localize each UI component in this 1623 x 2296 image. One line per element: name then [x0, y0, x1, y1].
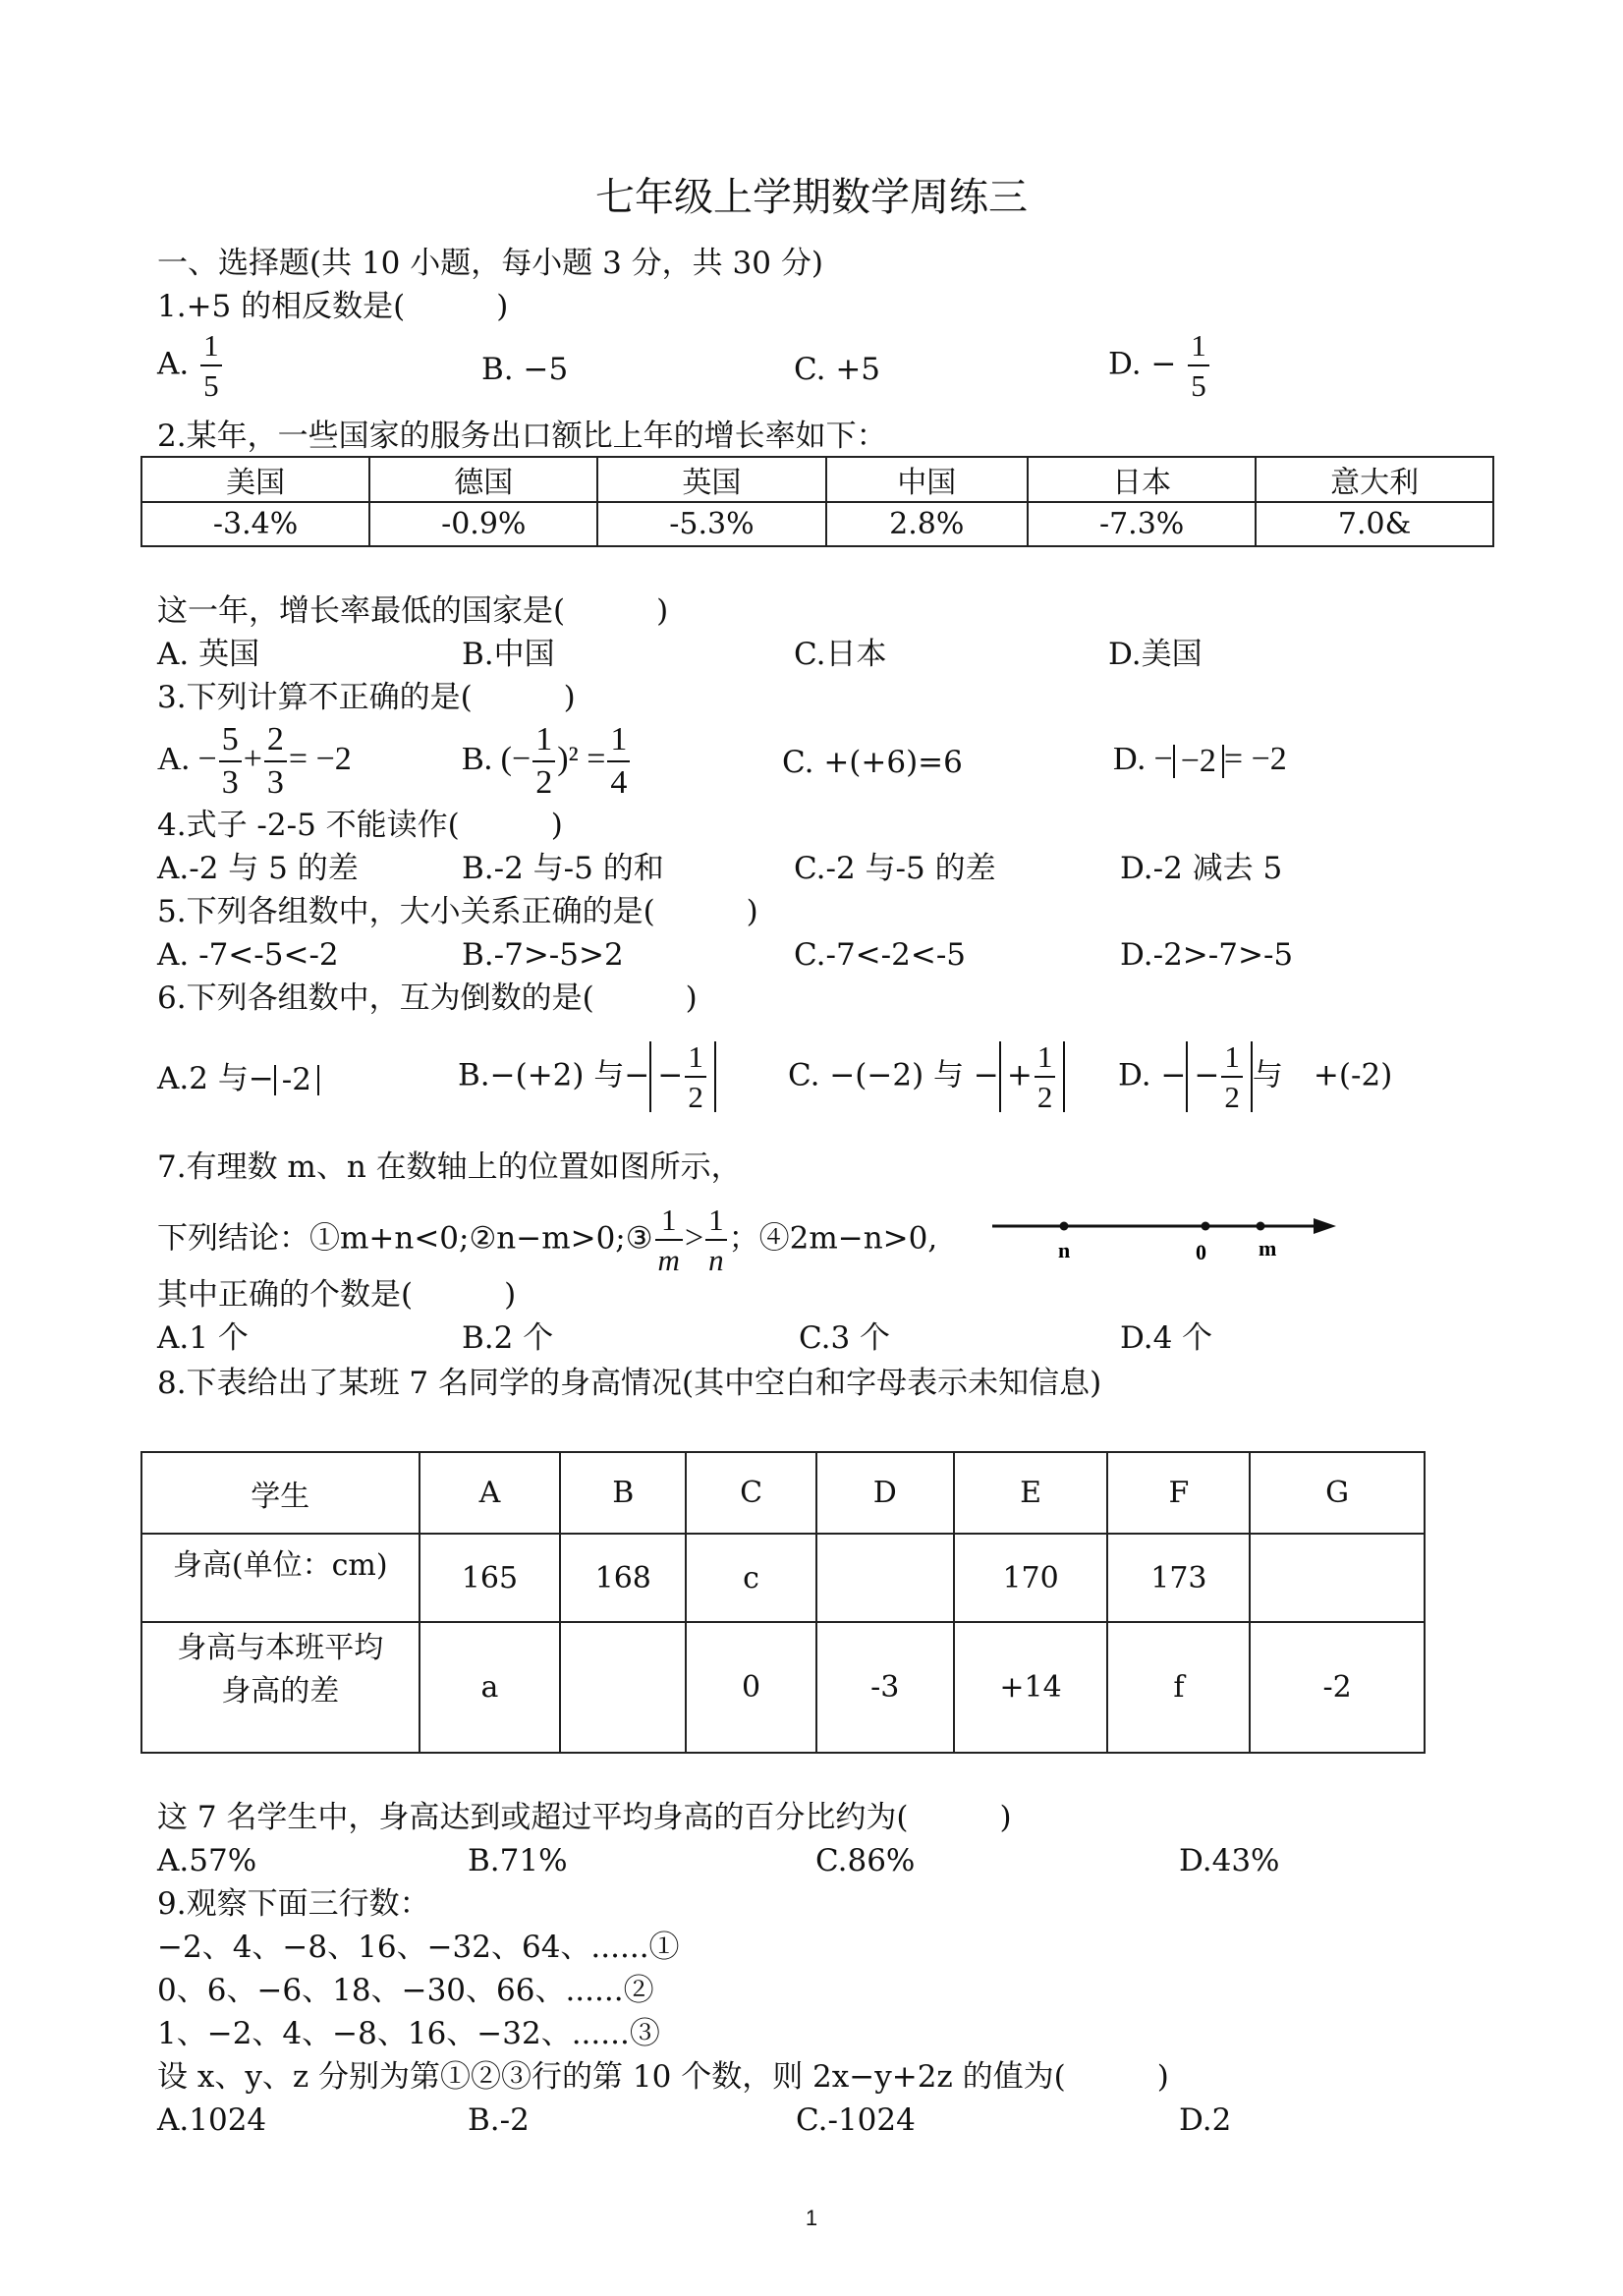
q9-option-d: D.2 — [1179, 2102, 1232, 2138]
table-header-cell: E — [954, 1452, 1108, 1534]
q1-option-b: B. −5 — [481, 352, 569, 387]
q3-a-fraction-2: $\frac{2}{3}$ — [264, 723, 287, 800]
table-cell: 165 — [420, 1534, 561, 1622]
q1-option-c: C. +5 — [794, 352, 881, 387]
question-9-ask: 设 x、y、z 分别为第①②③行的第 10 个数，则 2x−y+2z 的值为( ) — [157, 2059, 1169, 2095]
q9-option-b: B.-2 — [468, 2102, 530, 2138]
table-row-label: 身高(单位：cm) — [141, 1534, 420, 1622]
question-7-stem: 7.有理数 m、n 在数轴上的位置如图所示， — [157, 1149, 742, 1185]
q4-option-a: A.-2 与 5 的差 — [157, 851, 359, 886]
q1-option-a — [157, 330, 224, 401]
table-header-cell: 美国 — [141, 457, 369, 502]
q7-option-a: A.1 个 — [157, 1320, 249, 1356]
table-cell: 170 — [954, 1534, 1108, 1622]
q7-option-d: D.4 个 — [1120, 1320, 1213, 1356]
table-cell: -3 — [816, 1622, 954, 1753]
q5-option-c: C.-7<-2<-5 — [794, 937, 967, 973]
table-row — [141, 1622, 1425, 1753]
point-zero — [1202, 1222, 1210, 1231]
growth-rate-table — [140, 456, 1494, 547]
q8-option-c: C.86% — [815, 1843, 916, 1878]
q6-c-absolute: + $\frac{1}{2}$ — [999, 1041, 1065, 1112]
point-m — [1257, 1222, 1265, 1231]
q3-b-fraction: $\frac{1}{2}$ — [532, 723, 555, 800]
q8-option-d: D.43% — [1179, 1843, 1280, 1878]
table-cell: -2 — [1250, 1622, 1425, 1753]
q7-option-c: C.3 个 — [799, 1320, 891, 1356]
q6-d-absolute: − $\frac{1}{2}$ — [1186, 1041, 1252, 1112]
table-cell: a — [420, 1622, 561, 1753]
point-n — [1060, 1222, 1069, 1231]
table-cell — [816, 1534, 954, 1622]
table-row — [141, 1534, 1425, 1622]
number-line-diagram — [987, 1208, 1341, 1277]
q9-sequence-3: 1、−2、4、−8、16、−32、......③ — [157, 2016, 660, 2051]
table-row — [141, 502, 1493, 546]
q3-a-fraction-1: $\frac{5}{3}$ — [219, 723, 242, 800]
q3-option-a: A. − $\frac{5}{3}$ + $\frac{2}{3}$ = −2 — [157, 721, 352, 801]
number-line-arrow — [1314, 1218, 1336, 1234]
table-cell: -7.3% — [1028, 502, 1256, 546]
q6-option-d: D. − − $\frac{1}{2}$ 与 +(-2) — [1118, 1039, 1393, 1114]
q8-option-a: A.57% — [157, 1843, 257, 1878]
page-title: 七年级上学期数学周练三 — [595, 175, 1028, 220]
table-header-cell: 中国 — [826, 457, 1029, 502]
table-header-cell: A — [420, 1452, 561, 1534]
table-cell: f — [1107, 1622, 1250, 1753]
page-number: 1 — [805, 2206, 818, 2230]
q5-option-a: A. -7<-5<-2 — [157, 937, 339, 973]
q3-option-c: C. +(+6)=6 — [782, 745, 963, 780]
row-label-line-1: 身高与本班平均 — [177, 1631, 384, 1665]
q3-d-absolute: −2 — [1173, 745, 1224, 778]
row-label-line-2: 身高的差 — [221, 1674, 340, 1708]
q2-option-a: A. 英国 — [157, 637, 260, 672]
table-cell: 0 — [686, 1622, 816, 1753]
table-header-cell: 日本 — [1028, 457, 1256, 502]
q9-sequence-2: 0、6、−6、18、−30、66、......② — [157, 1973, 654, 2008]
q2-option-c: C.日本 — [794, 637, 887, 672]
q4-option-d: D.-2 减去 5 — [1120, 851, 1283, 886]
label-n: n — [1058, 1238, 1071, 1262]
table-row — [141, 1452, 1425, 1534]
q3-b-result: $\frac{1}{4}$ — [607, 723, 630, 800]
q7-option-b: B.2 个 — [462, 1320, 554, 1356]
table-header-cell: D — [816, 1452, 954, 1534]
table-cell: c — [686, 1534, 816, 1622]
label-m: m — [1259, 1236, 1277, 1260]
table-header-cell: F — [1107, 1452, 1250, 1534]
q9-option-a: A.1024 — [157, 2102, 267, 2138]
table-cell: -0.9% — [369, 502, 597, 546]
table-cell: +14 — [954, 1622, 1108, 1753]
q3-option-b: B. (− $\frac{1}{2}$ )² = $\frac{1}{4}$ — [462, 723, 632, 800]
table-header-cell: 德国 — [369, 457, 597, 502]
question-7-ask: 其中正确的个数是( ) — [157, 1277, 517, 1313]
question-9-stem: 9.观察下面三行数： — [157, 1886, 430, 1922]
q6-c-fraction: $\frac{1}{2}$ — [1035, 1041, 1056, 1112]
table-row-label — [141, 1622, 420, 1753]
q6-a-absolute: -2 — [274, 1065, 319, 1095]
q1-d-label: D. − — [1108, 346, 1177, 382]
question-1-stem: 1.+5 的相反数是( ) — [157, 289, 509, 324]
table-header-cell: 意大利 — [1256, 457, 1493, 502]
table-cell: -5.3% — [597, 502, 825, 546]
q5-option-d: D.-2>-7>-5 — [1120, 937, 1294, 973]
table-header-cell: 学生 — [141, 1452, 420, 1534]
q2-option-b: B.中国 — [462, 637, 555, 672]
table-cell — [560, 1622, 686, 1753]
q4-option-b: B.-2 与-5 的和 — [462, 851, 664, 886]
q5-option-b: B.-7>-5>2 — [462, 937, 624, 973]
q1-option-d — [1108, 330, 1211, 401]
table-row — [141, 457, 1493, 502]
question-4-stem: 4.式子 -2-5 不能读作( ) — [157, 808, 563, 843]
table-header-cell: C — [686, 1452, 816, 1534]
q4-option-c: C.-2 与-5 的差 — [794, 851, 996, 886]
question-5-stem: 5.下列各组数中，大小关系正确的是( ) — [157, 894, 758, 929]
table-cell: -3.4% — [141, 502, 369, 546]
table-cell — [1250, 1534, 1425, 1622]
q9-sequence-1: −2、4、−8、16、−32、64、......① — [157, 1930, 680, 1965]
question-8-ask: 这 7 名学生中，身高达到或超过平均身高的百分比约为( ) — [157, 1800, 1012, 1835]
table-header-cell: 英国 — [597, 457, 825, 502]
question-2-stem: 2.某年，一些国家的服务出口额比上年的增长率如下： — [157, 419, 887, 454]
table-cell: 168 — [560, 1534, 686, 1622]
question-2-ask: 这一年，增长率最低的国家是( ) — [157, 593, 669, 629]
q7-fraction-1-over-n: $\frac{1}{n}$ — [705, 1204, 727, 1275]
q2-option-d: D.美国 — [1108, 637, 1203, 672]
q6-option-c: C. −(−2) 与 − + $\frac{1}{2}$ — [788, 1041, 1065, 1112]
q1-a-fraction: $\frac{1}{5}$ — [200, 330, 222, 401]
table-cell: 173 — [1107, 1534, 1250, 1622]
q7-conclusions: 下列结论：①m+n<0;②n−m>0;③ $\frac{1}{m}$ > $\frac{1}{n}$ ；④2m−n>0, — [157, 1203, 938, 1277]
q3-option-d: D. − −2 = −2 — [1113, 741, 1287, 780]
section-heading: 一、选择题(共 10 小题，每小题 3 分，共 30 分) — [157, 246, 823, 281]
q9-option-c: C.-1024 — [796, 2102, 916, 2138]
q1-d-fraction: $\frac{1}{5}$ — [1188, 330, 1209, 401]
q1-a-label: A. — [157, 346, 190, 382]
q8-option-b: B.71% — [468, 1843, 568, 1878]
question-3-stem: 3.下列计算不正确的是( ) — [157, 680, 576, 715]
q6-option-a: A.2 与− -2 — [157, 1061, 319, 1096]
table-header-cell: B — [560, 1452, 686, 1534]
question-8-stem: 8.下表给出了某班 7 名同学的身高情况(其中空白和字母表示未知信息) — [157, 1366, 1102, 1401]
table-header-cell: G — [1250, 1452, 1425, 1534]
q6-d-fraction: $\frac{1}{2}$ — [1221, 1041, 1243, 1112]
q6-b-absolute: − $\frac{1}{2}$ — [649, 1041, 715, 1112]
q6-option-b: B.−(+2) 与− − $\frac{1}{2}$ — [458, 1041, 716, 1112]
table-cell: 7.0& — [1256, 502, 1493, 546]
question-6-stem: 6.下列各组数中，互为倒数的是( ) — [157, 980, 698, 1016]
height-table — [140, 1451, 1426, 1754]
label-zero: 0 — [1196, 1240, 1206, 1264]
q6-b-fraction: $\frac{1}{2}$ — [685, 1041, 706, 1112]
table-cell: 2.8% — [826, 502, 1029, 546]
q7-fraction-1-over-m: $\frac{1}{m}$ — [655, 1204, 683, 1275]
